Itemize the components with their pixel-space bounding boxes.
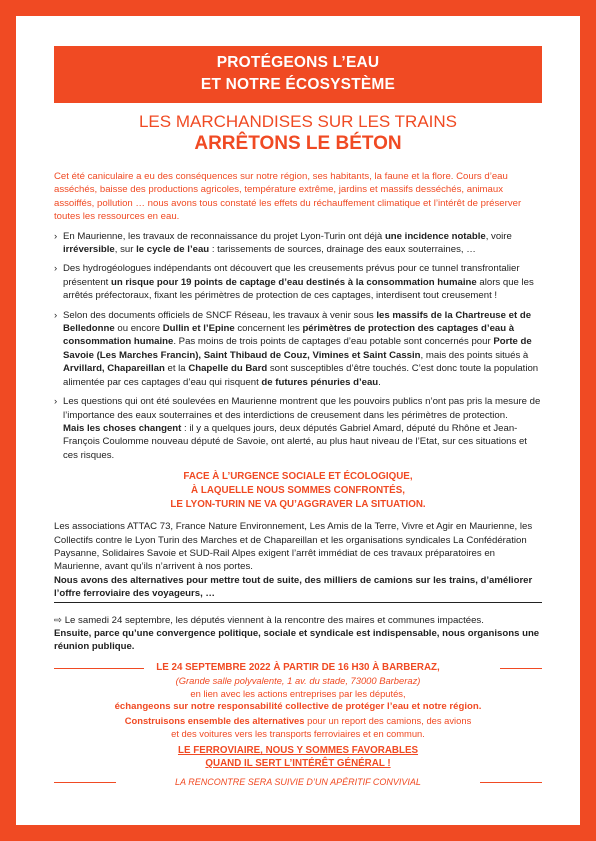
chevron-right-icon: › (54, 263, 58, 275)
event-date: LE 24 SEPTEMBRE 2022 À PARTIR DE 16 H30 À BARBERAZ, (156, 661, 440, 673)
event-place: (Grande salle polyvalente, 1 av. du stade, 73000 Barberaz) (175, 675, 421, 687)
divider-left (54, 668, 144, 669)
meeting-paragraph: ⇨ Le samedi 24 septembre, les députés viennent à la rencontre des maires et communes impactées. (54, 614, 484, 626)
event-block (54, 661, 542, 788)
chevron-right-icon: › (54, 396, 58, 408)
subtitle-line-1: LES MARCHANDISES SUR LES TRAINS (138, 112, 458, 131)
banner-line-2: ET NOTRE ÉCOSYSTÈME (200, 76, 396, 93)
favorable-statement-1: LE FERROVIAIRE, NOUS Y SOMMES FAVORABLES (177, 745, 419, 757)
footer-note: LA RENCONTRE SERA SUIVIE D’UN APÉRITIF CONVIVIAL (175, 777, 421, 788)
bullet-item: › Selon des documents officiels de SNCF Réseau, les travaux à venir sous les massifs de la Chartreuse et de Belledonne ou encore Dullin et l’Epine concernent les périmètres de protection des captages d’eau à consommation humaine. Pas moins de trois points de captages d’eau potable sont concernés pour Porte de Savoie (Les Marches Francin), Saint Thibaud de Couz, Vimines et Saint Cassin, mais des points situés à Arvillard, Chapareillan et la Chapelle du Bard sont susceptibles d’être touchés. C’est donc toute la population alimentée par ces captages d’eau qui risquent de futures pénuries d’eau. (54, 309, 539, 388)
subtitle-line-2: ARRÊTONS LE BÉTON (194, 133, 402, 154)
bullet-list (54, 230, 542, 463)
outline-arrow-right-icon: ⇨ (54, 614, 63, 626)
divider-right (500, 668, 542, 669)
alternatives-statement: Nous avons des alternatives pour mettre tout de suite, des milliers de camions sur les trains, d’améliorer l’offre ferroviaire des voyageurs, … (54, 574, 542, 603)
event-line-4: et des voitures vers les transports ferroviaires et en commun. (171, 727, 425, 739)
flyer-content (54, 46, 542, 788)
event-line-3: Construisons ensemble des alternatives pour un report des camions, des avions (124, 714, 472, 726)
event-line-1: en lien avec les actions entreprises par les députés, (190, 688, 406, 700)
title-banner (54, 46, 542, 103)
footer-row (54, 776, 542, 788)
footer-divider-right (480, 782, 542, 783)
urgence-statement: FACE À L’URGENCE SOCIALE ET ÉCOLOGIQUE, À LAQUELLE NOUS SOMMES CONFRONTÉS, LE LYON-TURIN NE VA QU’AGGRAVER LA SITUATION. (170, 471, 426, 511)
bullet-item: › Des hydrogéologues indépendants ont découvert que les creusements prévus pour ce tunnel transfrontalier présentent un risque pour 19 points de captage d’eau destinés à la consommation humaine alors que les arrêtés préfectoraux, fixant les périmètres de protection de ces captages, interdisent tout creusement ! (54, 263, 534, 302)
footer-divider-left (54, 782, 116, 783)
bullet-item: › En Maurienne, les travaux de reconnaissance du projet Lyon-Turin ont déjà une incidence notable, voire irréversible, sur le cycle de l’eau : tarissements de sources, drainage des eaux souterraines, … (54, 230, 512, 256)
intro-paragraph: Cet été caniculaire a eu des conséquences sur notre région, ses habitants, la faune et la flore. Cours d’eau asséchés, baisse des productions agricoles, température extrême, jardins et massifs desséchés, animaux assoiffés, pollution … nous avons tous constaté les effets du réchauffement climatique et l’intérêt de préserver toutes les ressources en eau. (54, 171, 522, 223)
chevron-right-icon: › (54, 230, 58, 242)
public-meeting-statement: Ensuite, parce qu’une convergence politique, sociale et syndicale est indispensable, nous organisons une réunion publique. (54, 627, 540, 653)
banner-line-1: PROTÉGEONS L’EAU (216, 54, 380, 71)
associations-paragraph: Les associations ATTAC 73, France Nature Environnement, Les Amis de la Terre, Vivre et Agir en Maurienne, les Collectifs contre le Lyon Turin des Marches et de Chapareillan et les organisations syndicales La Confédération Paysanne, Solidaires Savoie et SUD-Rail Alpes exigent l’arrêt immédiat de ces travaux préparatoires en Maurienne, avant qu’ils n’arrivent à nos portes. (54, 521, 533, 573)
bullet-item: › Les questions qui ont été soulevées en Maurienne montrent que les pouvoirs publics n’ont pas pris la mesure de l’importance des eaux souterraines et des interdictions de creusement dans les périmètres de protection. Mais les choses changent : il y a quelques jours, deux députés Gabriel Amard, député du Rhône et Jean-François Coulomme nouveau député de Savoie, ont alerté, au plus haut niveau de l’Etat, sur ces situations et ces risques. (54, 396, 541, 461)
favorable-statement-2: QUAND IL SERT L’INTÉRÊT GÉNÉRAL ! (205, 758, 391, 770)
chevron-right-icon: › (54, 309, 58, 321)
event-line-2: échangeons sur notre responsabilité collective de protéger l’eau et notre région. (114, 701, 482, 713)
